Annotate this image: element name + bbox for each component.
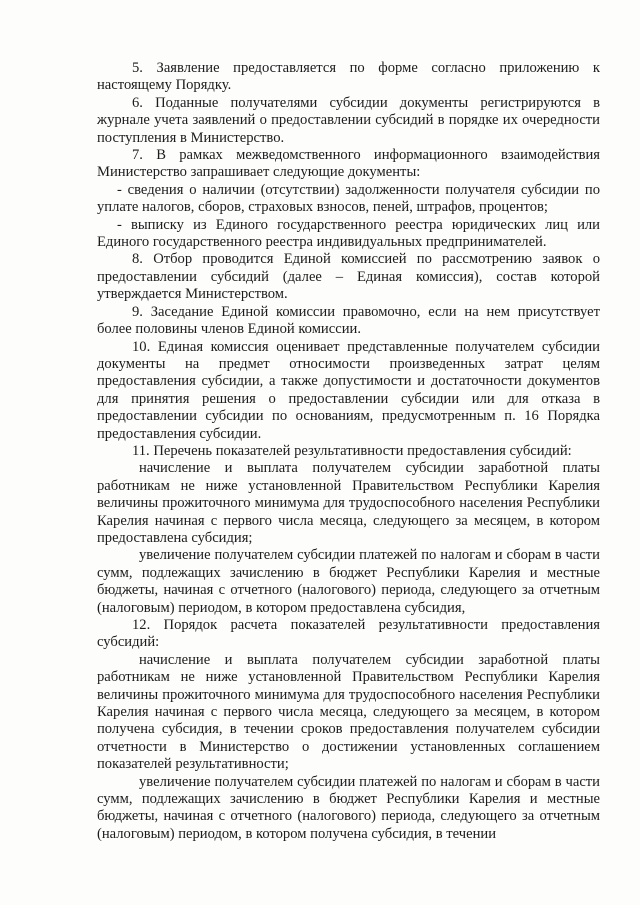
paragraph-8: 8. Отбор проводится Единой комиссией по рассмотрению заявок о предоставлении субсидий (далее – Единая комиссия), состав которой утверждается Министерством. [97, 251, 600, 303]
paragraph-5: 5. Заявление предоставляется по форме согласно приложению к настоящему Порядку. [97, 60, 600, 94]
paragraph-12-indicator-taxes: увеличение получателем субсидии платежей по налогам и сборам в части сумм, подлежащих зачислению в бюджет Республики Карелия и местные бюджеты, начиная с отчетного (налогового) периода, следующего за отчетным (налоговым) периодом, в котором получена субсидия, в течении [97, 773, 600, 842]
paragraph-7: 7. В рамках межведомственного информационного взаимодействия Министерство запрашивает следующие документы: [97, 147, 600, 181]
paragraph-6: 6. Поданные получателями субсидии документы регистрируются в журнале учета заявлений о предоставлении субсидий в порядке их очередности поступления в Министерство. [97, 94, 600, 146]
paragraph-12: 12. Порядок расчета показателей результативности предоставления субсидий: [97, 617, 600, 651]
paragraph-11: 11. Перечень показателей результативности предоставления субсидий: [132, 442, 572, 459]
document-body [97, 60, 600, 843]
paragraph-9: 9. Заседание Единой комиссии правомочно, если на нем присутствует более половины членов Единой комиссии. [97, 303, 600, 338]
paragraph-11-indicator-wages: начисление и выплата получателем субсидии заработной платы работникам не ниже установленной Правительством Республики Карелия величины прожиточного минимума для трудоспособного населения Республики Карелия начиная с первого числа месяца, следующего за месяцем, в котором предоставлена субсидия; [97, 460, 600, 546]
paragraph-10: 10. Единая комиссия оценивает представленные получателем субсидии документы на предмет относимости произведенных затрат целям предоставления субсидии, а также допустимости и достаточности документов для принятия решения о предоставлении субсидии или для отказа в предоставлении субсидии по основаниям, предусмотренным п. 16 Порядка предоставления субсидии. [97, 338, 600, 442]
list-item-registry-extract: - выписку из Единого государственного реестра юридических лиц или Единого государственного реестра индивидуальных предпринимателей. [97, 216, 600, 251]
paragraph-11-indicator-taxes: увеличение получателем субсидии платежей по налогам и сборам в части сумм, подлежащих зачислению в бюджет Республики Карелия и местные бюджеты, начиная с отчетного (налогового) периода, следующего за отчетным (налоговым) периодом, в котором предоставлена субсидия, [97, 547, 600, 616]
paragraph-12-indicator-wages: начисление и выплата получателем субсидии заработной платы работникам не ниже установленной Правительством Республики Карелия величины прожиточного минимума для трудоспособного населения Республики Карелия начиная с первого числа месяца, следующего за месяцем, в котором получена субсидия, в течении сроков предоставления получателем субсидии отчетности в Министерство о достижении установленных соглашением показателей результативности; [97, 651, 600, 773]
list-item-tax-debt: - сведения о наличии (отсутствии) задолженности получателя субсидии по уплате налогов, сборов, страховых взносов, пеней, штрафов, процентов; [97, 181, 600, 216]
